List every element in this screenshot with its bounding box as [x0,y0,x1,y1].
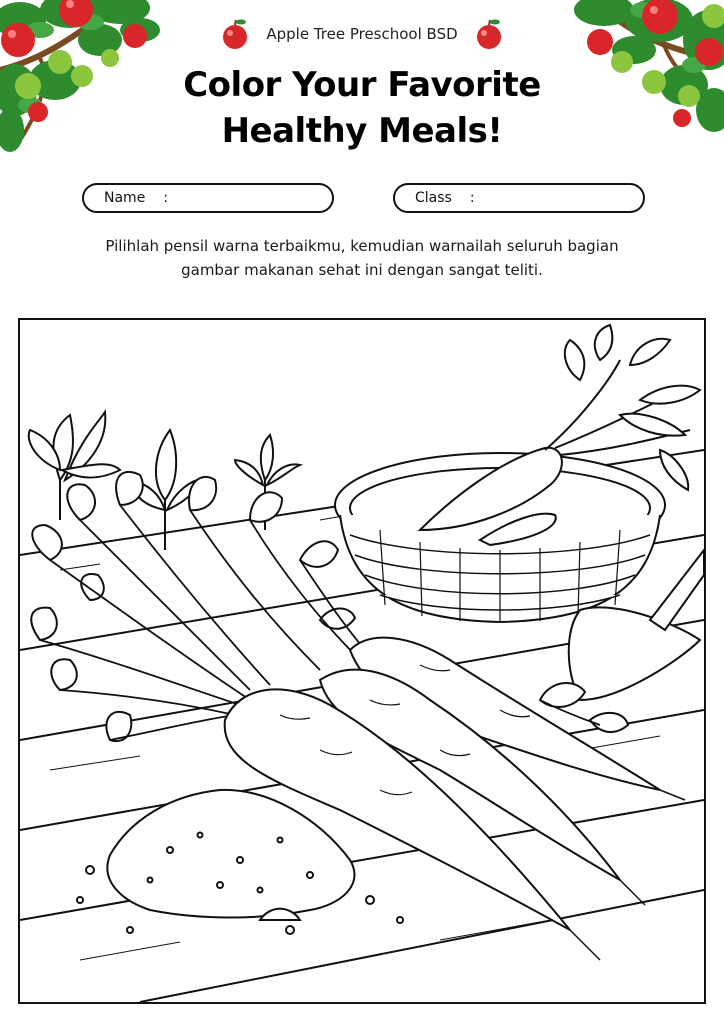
apple-icon [218,17,252,51]
carrots-illustration [20,320,704,1002]
basket [335,360,690,622]
coloring-picture-frame [18,318,706,1004]
instructions [40,234,684,282]
school-name: Apple Tree Preschool BSD [266,25,458,43]
apple-icon [472,17,506,51]
school-header [0,14,724,54]
title-line-1: Color Your Favorite [183,65,541,105]
class-field[interactable] [393,183,645,213]
name-field[interactable] [82,183,334,213]
name-separator: : [163,190,169,206]
instructions-line-2: gambar makanan sehat ini dengan sangat teliti. [181,261,543,279]
class-label: Class [415,190,452,206]
instructions-line-1: Pilihlah pensil warna terbaikmu, kemudian warnailah seluruh bagian [105,237,619,255]
title-line-2: Healthy Meals! [221,111,503,151]
class-separator: : [469,190,475,206]
name-label: Name [104,190,146,206]
page-title [0,62,724,154]
